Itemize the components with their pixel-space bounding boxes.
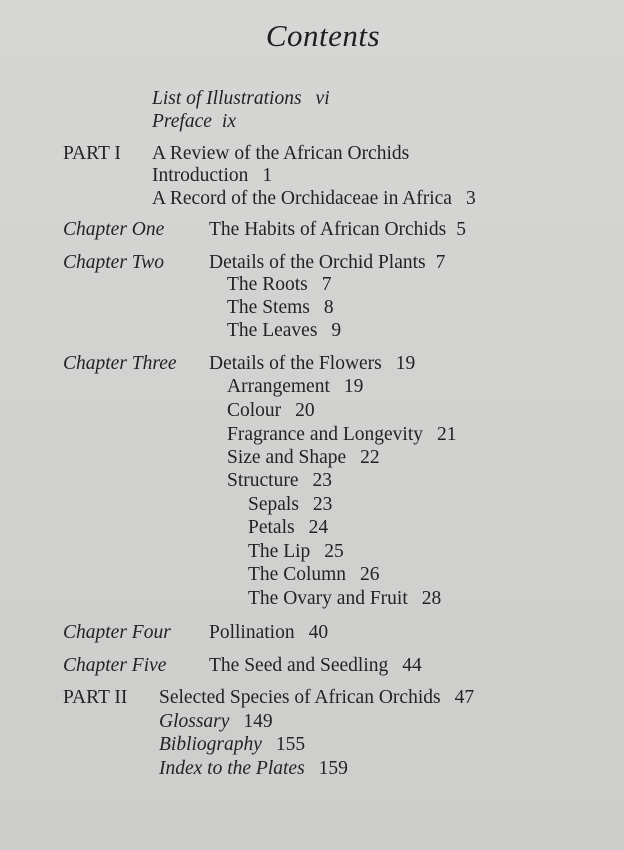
toc-entry-text: Structure [227,470,299,491]
part-two-label: PART II [63,687,128,708]
toc-entry-text: Preface [152,111,212,132]
toc-entry-text: The Column [248,564,347,585]
toc-entry-text: Colour [227,400,282,421]
toc-entry-text: The Leaves [227,320,318,341]
toc-page-number: vi [315,88,330,109]
toc-entry-text: The Lip [248,541,311,562]
toc-page-number: 44 [402,655,422,676]
toc-entry-text: Size and Shape [227,447,347,468]
toc-section-fragrance-and-longevity [227,424,457,446]
toc-entry-text: Pollination [209,622,295,643]
part-one-title: A Review of the African Orchids [152,143,410,164]
chapter-one-title [209,219,466,241]
toc-entry-text: Glossary [159,711,230,732]
toc-entry-text: The Ovary and Fruit [248,588,408,609]
chapter-two-label: Chapter Two [63,252,164,273]
toc-entry-index-to-the-plates [159,758,348,780]
toc-entry-text: The Seed and Seedling [209,655,389,676]
toc-page-number: 24 [308,517,329,538]
chapter-three-title [209,353,415,375]
toc-section-size-and-shape [227,447,380,469]
toc-section-the-stems [227,297,334,319]
toc-page-number: 5 [456,219,466,240]
toc-page-number: 7 [435,252,446,273]
toc-subsection-the-column [248,564,380,586]
toc-entry-text: Arrangement [227,376,330,397]
toc-page-number: 25 [324,541,344,562]
chapter-one-label: Chapter One [63,219,165,240]
toc-page-number: 155 [275,734,306,755]
toc-page-number: 22 [360,447,380,468]
part-one-label: PART I [63,143,121,164]
toc-entry-text: The Stems [227,297,310,318]
toc-entry-text: Details of the Orchid Plants [209,252,426,273]
toc-section-colour [227,400,315,422]
toc-page-number: 23 [312,470,332,491]
chapter-four-title [209,622,328,644]
toc-page-number: 149 [243,711,273,732]
toc-page-number: 19 [395,353,416,374]
toc-page-number: 19 [343,376,364,397]
toc-subsection-the-lip [248,541,344,563]
toc-section-arrangement [227,376,363,398]
toc-page-number: 47 [454,687,475,708]
toc-section-structure [227,470,332,492]
toc-page-number: 20 [295,400,315,421]
chapter-four-label: Chapter Four [63,622,171,643]
toc-page-number: 8 [323,297,334,318]
toc-page-number: 9 [331,320,342,341]
toc-entry-glossary [159,711,273,733]
toc-subsection-the-ovary-and-fruit [248,588,441,610]
toc-entry-text: A Record of the Orchidaceae in Africa [152,188,452,209]
toc-entry-text: Fragrance and Longevity [227,424,424,445]
page-title: Contents [265,18,381,53]
toc-entry-text: Petals [248,517,295,538]
toc-page-number: 26 [360,564,380,585]
toc-page-number: 40 [308,622,329,643]
toc-entry-text: List of Illustrations [152,88,302,109]
toc-entry-text: The Habits of African Orchids [209,219,447,240]
toc-entry-text: Selected Species of African Orchids [159,687,441,708]
toc-entry-text: Details of the Flowers [209,353,382,374]
toc-section-the-leaves [227,320,341,342]
toc-entry-introduction [152,165,272,187]
toc-page-number: 21 [437,424,457,445]
part-two-title [159,687,474,709]
chapter-two-title [209,252,445,274]
toc-page-number: ix [221,111,236,132]
toc-page-number: 7 [321,274,332,295]
toc-page-number: 1 [262,165,273,186]
toc-section-the-roots [227,274,331,296]
chapter-five-title [209,655,422,677]
toc-page-number: 23 [312,494,333,515]
toc-entry-text: Introduction [152,165,249,186]
toc-entry-list-of-illustrations [152,88,330,110]
toc-entry-bibliography [159,734,305,756]
toc-subsection-petals [248,517,328,539]
toc-entry-preface [152,111,236,133]
toc-entry-text: Index to the Plates [159,758,305,779]
toc-entry-text: Bibliography [159,734,262,755]
chapter-five-label: Chapter Five [63,655,167,676]
toc-page-number: 28 [421,588,442,609]
toc-entry-record-of-orchidaceae [152,188,476,210]
toc-subsection-sepals [248,494,332,516]
toc-entry-text: The Roots [227,274,308,295]
toc-entry-text: Sepals [248,494,299,515]
toc-page-number: 159 [318,758,348,779]
toc-page-number: 3 [465,188,476,209]
chapter-three-label: Chapter Three [63,353,177,374]
